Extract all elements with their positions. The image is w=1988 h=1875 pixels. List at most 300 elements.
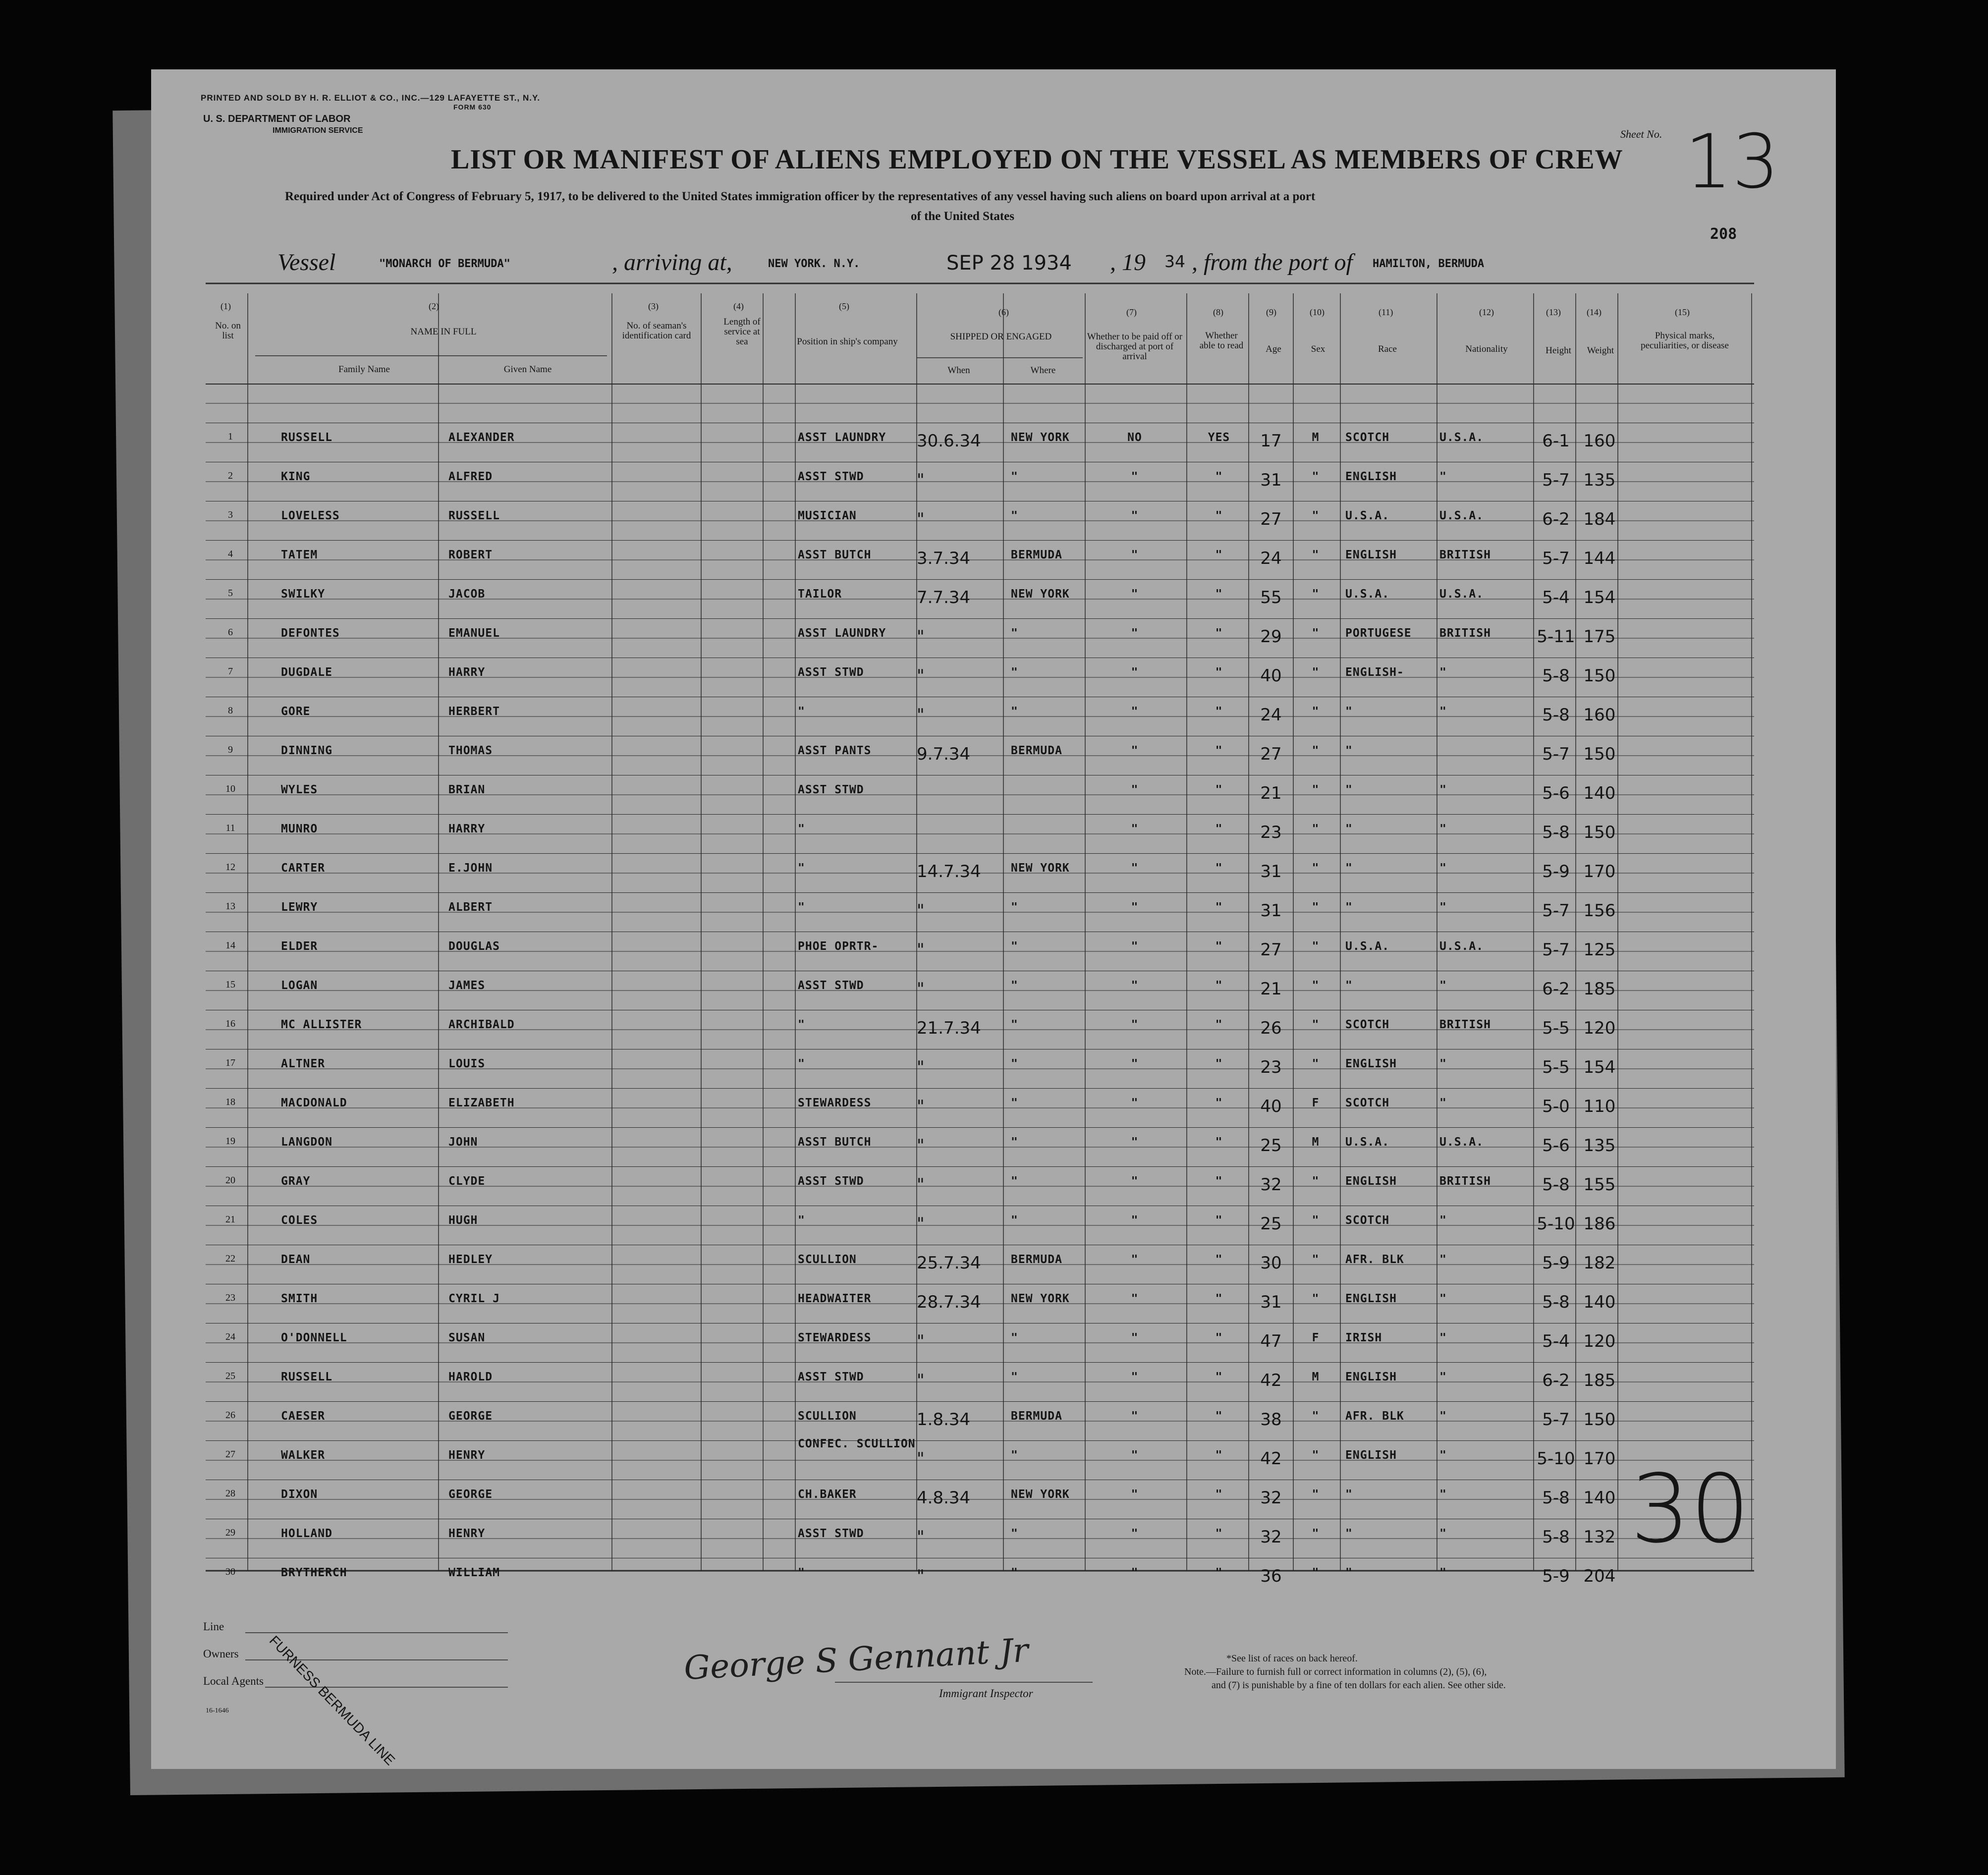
cell-position: ASST LAUNDRY xyxy=(798,627,886,640)
cell-age: 27 xyxy=(1260,940,1282,960)
cell-height: 5-8 xyxy=(1542,1292,1570,1312)
cell-where: NEW YORK xyxy=(1011,431,1070,444)
cell-paid: " xyxy=(1131,1371,1139,1383)
cell-race: ENGLISH xyxy=(1345,470,1397,483)
cell-given: ALBERT xyxy=(448,901,493,914)
cell-n: 3 xyxy=(228,509,233,520)
cell-weight: 150 xyxy=(1583,823,1616,842)
col4-header: Length of service at sea xyxy=(723,317,761,347)
cell-read: " xyxy=(1215,1057,1223,1070)
cell-family: RUSSELL xyxy=(281,1371,332,1383)
cell-when: " xyxy=(917,1371,925,1390)
cell-age: 27 xyxy=(1260,744,1282,764)
cell-n: 15 xyxy=(225,979,235,990)
cell-given: HENRY xyxy=(448,1527,486,1540)
cell-nat: BRITISH xyxy=(1439,1018,1491,1031)
cell-n: 26 xyxy=(225,1410,235,1421)
cell-sex: " xyxy=(1312,1292,1320,1305)
cell-race: " xyxy=(1345,783,1353,796)
cell-paid: " xyxy=(1131,1292,1139,1305)
cell-paid: " xyxy=(1131,1410,1139,1423)
col12-number: (12) xyxy=(1479,307,1494,317)
cell-race: " xyxy=(1345,823,1353,835)
cell-where: " xyxy=(1011,1331,1018,1344)
cell-weight: 175 xyxy=(1583,627,1616,647)
cell-family: RUSSELL xyxy=(281,431,332,444)
cell-given: ELIZABETH xyxy=(448,1097,515,1109)
cell-paid: " xyxy=(1131,1057,1139,1070)
cell-height: 5-5 xyxy=(1542,1018,1570,1038)
cell-age: 24 xyxy=(1260,705,1282,725)
col1-header: No. on list xyxy=(215,321,241,341)
cell-given: JOHN xyxy=(448,1136,478,1149)
cell-n: 10 xyxy=(225,783,235,794)
cell-nat: " xyxy=(1439,1331,1447,1344)
cell-age: 27 xyxy=(1260,509,1282,529)
cell-family: MC ALLISTER xyxy=(281,1018,362,1031)
cell-family: O'DONNELL xyxy=(281,1331,347,1344)
cell-paid: " xyxy=(1131,1449,1139,1462)
cell-where: " xyxy=(1011,1214,1018,1227)
sheet-number: 13 xyxy=(1685,119,1779,205)
cell-paid: " xyxy=(1131,823,1139,835)
col9-header: Age xyxy=(1266,344,1281,354)
cell-where: " xyxy=(1011,1057,1018,1070)
arriving-label: , arriving at, xyxy=(612,249,732,276)
cell-age: 32 xyxy=(1260,1175,1282,1195)
cell-sex: " xyxy=(1312,509,1320,522)
cell-given: HEDLEY xyxy=(448,1253,493,1266)
cell-position: ASST STWD xyxy=(798,666,864,679)
cell-where: NEW YORK xyxy=(1011,862,1070,875)
cell-paid: " xyxy=(1131,1097,1139,1109)
cell-age: 42 xyxy=(1260,1371,1282,1390)
cell-nat: U.S.A. xyxy=(1439,431,1484,444)
owners-label: Owners xyxy=(203,1648,239,1660)
cell-race: IRISH xyxy=(1345,1331,1382,1344)
cell-given: GEORGE xyxy=(448,1410,493,1423)
cell-paid: " xyxy=(1131,705,1139,718)
cell-given: ARCHIBALD xyxy=(448,1018,515,1031)
cell-when: " xyxy=(917,1449,925,1469)
cell-given: SUSAN xyxy=(448,1331,486,1344)
service-line: IMMIGRATION SERVICE xyxy=(273,126,363,135)
subtitle-line-2: of the United States xyxy=(911,210,1015,223)
cell-paid: " xyxy=(1131,1253,1139,1266)
cell-height: 5-8 xyxy=(1542,1527,1570,1547)
cell-sex: " xyxy=(1312,979,1320,992)
cell-sex: F xyxy=(1312,1097,1320,1109)
cell-when: " xyxy=(917,1175,925,1195)
cell-paid: " xyxy=(1131,744,1139,757)
cell-height: 5-9 xyxy=(1542,862,1570,882)
manifest-page xyxy=(151,69,1836,1769)
cell-nat: " xyxy=(1439,1214,1447,1227)
col7-number: (7) xyxy=(1126,307,1137,317)
cell-when: " xyxy=(917,470,925,490)
col6-header: SHIPPED OR ENGAGED xyxy=(950,331,1052,342)
cell-when: 7.7.34 xyxy=(917,588,971,607)
cell-given: EMANUEL xyxy=(448,627,500,640)
cell-where: BERMUDA xyxy=(1011,1410,1062,1423)
cell-position: HEADWAITER xyxy=(798,1292,872,1305)
cell-read: " xyxy=(1215,862,1223,875)
cell-height: 5-5 xyxy=(1542,1057,1570,1077)
cell-paid: NO xyxy=(1127,431,1142,444)
cell-when: 25.7.34 xyxy=(917,1253,981,1273)
cell-where: BERMUDA xyxy=(1011,549,1062,561)
cell-when: " xyxy=(917,940,925,960)
cell-position: ASST STWD xyxy=(798,470,864,483)
cell-read: YES xyxy=(1208,431,1230,444)
cell-paid: " xyxy=(1131,666,1139,679)
cell-nat: " xyxy=(1439,823,1447,835)
cell-where: " xyxy=(1011,979,1018,992)
cell-sex: " xyxy=(1312,470,1320,483)
cell-weight: 140 xyxy=(1583,783,1616,803)
cell-read: " xyxy=(1215,470,1223,483)
cell-weight: 140 xyxy=(1583,1488,1616,1508)
cell-race: " xyxy=(1345,744,1353,757)
cell-n: 13 xyxy=(225,901,235,912)
cell-n: 21 xyxy=(225,1214,235,1225)
cell-family: DIXON xyxy=(281,1488,318,1501)
cell-family: HOLLAND xyxy=(281,1527,332,1540)
cell-where: " xyxy=(1011,666,1018,679)
vessel-name: "MONARCH OF BERMUDA" xyxy=(379,258,510,270)
cell-position: " xyxy=(798,823,805,835)
cell-where: " xyxy=(1011,1566,1018,1579)
col12-header: Nationality xyxy=(1465,344,1508,354)
col6-when-header: When xyxy=(947,365,970,376)
cell-read: " xyxy=(1215,1136,1223,1149)
cell-nat: U.S.A. xyxy=(1439,588,1484,601)
cell-race: ENGLISH xyxy=(1345,1175,1397,1188)
cell-weight: 204 xyxy=(1583,1566,1616,1586)
cell-where: " xyxy=(1011,940,1018,953)
cell-race: " xyxy=(1345,862,1353,875)
cell-sex: " xyxy=(1312,627,1320,640)
cell-height: 6-2 xyxy=(1542,509,1570,529)
cell-position: ASST BUTCH xyxy=(798,1136,872,1149)
form-number: FORM 630 xyxy=(453,103,492,111)
cell-n: 14 xyxy=(225,940,235,951)
cell-nat: " xyxy=(1439,1371,1447,1383)
cell-when: " xyxy=(917,1136,925,1156)
cell-race: " xyxy=(1345,901,1353,914)
cell-paid: " xyxy=(1131,862,1139,875)
cell-age: 40 xyxy=(1260,666,1282,686)
cell-when: 9.7.34 xyxy=(917,744,971,764)
cell-when: " xyxy=(917,509,925,529)
cell-where: " xyxy=(1011,1175,1018,1188)
cell-where: " xyxy=(1011,470,1018,483)
cell-age: 40 xyxy=(1260,1097,1282,1116)
date-stamp: SEP 28 1934 xyxy=(946,252,1072,275)
races-note: *See list of races on back hereof. xyxy=(1226,1653,1358,1664)
cell-race: " xyxy=(1345,1566,1353,1579)
cell-position: SCULLION xyxy=(798,1253,857,1266)
handwritten-total: 30 xyxy=(1630,1454,1750,1564)
cell-read: " xyxy=(1215,627,1223,640)
cell-read: " xyxy=(1215,1292,1223,1305)
cell-n: 16 xyxy=(225,1018,235,1029)
cell-paid: " xyxy=(1131,1136,1139,1149)
cell-family: LOGAN xyxy=(281,979,318,992)
cell-given: LOUIS xyxy=(448,1057,486,1070)
cell-weight: 144 xyxy=(1583,549,1616,568)
cell-nat: U.S.A. xyxy=(1439,509,1484,522)
cell-read: " xyxy=(1215,1097,1223,1109)
cell-paid: " xyxy=(1131,940,1139,953)
col2-family-header: Family Name xyxy=(338,364,390,375)
cell-where: " xyxy=(1011,1097,1018,1109)
cell-given: CLYDE xyxy=(448,1175,486,1188)
col8-number: (8) xyxy=(1213,307,1223,317)
cell-given: HUGH xyxy=(448,1214,478,1227)
cell-n: 7 xyxy=(228,666,233,677)
col11-number: (11) xyxy=(1379,307,1393,317)
cell-race: " xyxy=(1345,979,1353,992)
cell-nat: " xyxy=(1439,1253,1447,1266)
cell-position: SCULLION xyxy=(798,1410,857,1423)
cell-height: 5-7 xyxy=(1542,940,1570,960)
cell-sex: " xyxy=(1312,1449,1320,1462)
cell-n: 9 xyxy=(228,744,233,755)
cell-weight: 150 xyxy=(1583,1410,1616,1430)
cell-paid: " xyxy=(1131,549,1139,561)
cell-weight: 150 xyxy=(1583,744,1616,764)
col11-header: Race xyxy=(1378,344,1397,354)
cell-height: 5-8 xyxy=(1542,823,1570,842)
cell-age: 31 xyxy=(1260,862,1282,882)
cell-nat: " xyxy=(1439,979,1447,992)
cell-n: 23 xyxy=(225,1292,235,1303)
cell-race: " xyxy=(1345,1527,1353,1540)
cell-nat: " xyxy=(1439,1057,1447,1070)
cell-age: 30 xyxy=(1260,1253,1282,1273)
cell-when: " xyxy=(917,1214,925,1234)
cell-race: PORTUGESE xyxy=(1345,627,1412,640)
cell-age: 31 xyxy=(1260,1292,1282,1312)
cell-position: ASST PANTS xyxy=(798,744,872,757)
cell-position: " xyxy=(798,1018,805,1031)
cell-weight: 132 xyxy=(1583,1527,1616,1547)
cell-position: " xyxy=(798,1057,805,1070)
cell-when: " xyxy=(917,1527,925,1547)
cell-read: " xyxy=(1215,509,1223,522)
cell-where: " xyxy=(1011,1371,1018,1383)
cell-family: WYLES xyxy=(281,783,318,796)
cell-where: " xyxy=(1011,1018,1018,1031)
cell-weight: 155 xyxy=(1583,1175,1616,1195)
cell-sex: " xyxy=(1312,705,1320,718)
cell-given: WILLIAM xyxy=(448,1566,500,1579)
col10-number: (10) xyxy=(1310,307,1325,317)
cell-nat: BRITISH xyxy=(1439,1175,1491,1188)
cell-given: HERBERT xyxy=(448,705,500,718)
cell-where: " xyxy=(1011,705,1018,718)
cell-weight: 150 xyxy=(1583,666,1616,686)
cell-race: " xyxy=(1345,705,1353,718)
penalty-note-2: and (7) is punishable by a fine of ten dollars for each alien. See other side. xyxy=(1212,1680,1506,1691)
cell-race: SCOTCH xyxy=(1345,431,1390,444)
cell-n: 12 xyxy=(225,862,235,873)
cell-when: " xyxy=(917,1566,925,1586)
cell-n: 11 xyxy=(225,823,235,833)
cell-read: " xyxy=(1215,1175,1223,1188)
cell-weight: 125 xyxy=(1583,940,1616,960)
cell-sex: " xyxy=(1312,1253,1320,1266)
cell-n: 20 xyxy=(225,1175,235,1186)
cell-given: GEORGE xyxy=(448,1488,493,1501)
cell-read: " xyxy=(1215,744,1223,757)
col4-number: (4) xyxy=(733,301,744,311)
cell-when: " xyxy=(917,627,925,647)
cell-read: " xyxy=(1215,549,1223,561)
cell-given: E.JOHN xyxy=(448,862,493,875)
cell-age: 25 xyxy=(1260,1214,1282,1234)
cell-n: 2 xyxy=(228,470,233,481)
cell-position: ASST STWD xyxy=(798,1371,864,1383)
cell-height: 5-7 xyxy=(1542,744,1570,764)
col5-number: (5) xyxy=(839,301,849,311)
year-label: , 19 xyxy=(1110,249,1146,276)
cell-paid: " xyxy=(1131,1566,1139,1579)
cell-read: " xyxy=(1215,979,1223,992)
col9-number: (9) xyxy=(1266,307,1276,317)
form-title: LIST OR MANIFEST OF ALIENS EMPLOYED ON THE VESSEL AS MEMBERS OF CREW xyxy=(451,144,1623,175)
cell-sex: " xyxy=(1312,549,1320,561)
col1-number: (1) xyxy=(221,301,231,311)
cell-where: " xyxy=(1011,901,1018,914)
cell-height: 5-6 xyxy=(1542,783,1570,803)
cell-nat: " xyxy=(1439,901,1447,914)
cell-family: LOVELESS xyxy=(281,509,340,522)
col8-header: Whether able to read xyxy=(1199,331,1244,351)
cell-when: 30.6.34 xyxy=(917,431,981,451)
cell-age: 55 xyxy=(1260,588,1282,607)
cell-sex: " xyxy=(1312,862,1320,875)
cell-weight: 120 xyxy=(1583,1018,1616,1038)
cell-family: TATEM xyxy=(281,549,318,561)
cell-sex: F xyxy=(1312,1331,1320,1344)
cell-family: CAESER xyxy=(281,1410,326,1423)
cell-height: 5-7 xyxy=(1542,1410,1570,1430)
cell-given: CYRIL J xyxy=(448,1292,500,1305)
cell-race: SCOTCH xyxy=(1345,1214,1390,1227)
cell-given: HENRY xyxy=(448,1449,486,1462)
cell-race: " xyxy=(1345,1488,1353,1501)
cell-n: 1 xyxy=(228,431,233,442)
cell-position: ASST LAUNDRY xyxy=(798,431,886,444)
cell-height: 5-10 xyxy=(1537,1449,1575,1469)
cell-position: CONFEC. SCULLION xyxy=(798,1437,916,1450)
cell-n: 30 xyxy=(225,1566,235,1577)
cell-race: ENGLISH xyxy=(1345,1449,1397,1462)
cell-sex: " xyxy=(1312,1488,1320,1501)
cell-age: 24 xyxy=(1260,549,1282,568)
cell-position: " xyxy=(798,1214,805,1227)
cell-race: SCOTCH xyxy=(1345,1097,1390,1109)
local-agents-label: Local Agents xyxy=(203,1675,264,1687)
cell-given: THOMAS xyxy=(448,744,493,757)
cell-family: ALTNER xyxy=(281,1057,326,1070)
cell-sex: " xyxy=(1312,666,1320,679)
form-code: 16-1646 xyxy=(206,1707,229,1714)
cell-given: HARRY xyxy=(448,823,486,835)
cell-height: 6-2 xyxy=(1542,979,1570,999)
line-label: Line xyxy=(203,1620,224,1633)
cell-race: AFR. BLK xyxy=(1345,1410,1404,1423)
cell-paid: " xyxy=(1131,470,1139,483)
cell-family: GORE xyxy=(281,705,311,718)
cell-n: 22 xyxy=(225,1253,235,1264)
cell-weight: 140 xyxy=(1583,1292,1616,1312)
cell-sex: " xyxy=(1312,1410,1320,1423)
cell-paid: " xyxy=(1131,509,1139,522)
cell-when: " xyxy=(917,1057,925,1077)
cell-position: STEWARDESS xyxy=(798,1331,872,1344)
cell-height: 6-1 xyxy=(1542,431,1570,451)
cell-weight: 170 xyxy=(1583,1449,1616,1469)
line-stamp: FURNESS BERMUDA LINE xyxy=(266,1633,398,1768)
cell-weight: 185 xyxy=(1583,1371,1616,1390)
col3-number: (3) xyxy=(648,301,659,311)
cell-position: ASST STWD xyxy=(798,1527,864,1540)
cell-weight: 185 xyxy=(1583,979,1616,999)
cell-given: BRIAN xyxy=(448,783,486,796)
sheet-no-label: Sheet No. xyxy=(1620,128,1662,140)
cell-when: " xyxy=(917,979,925,999)
cell-when: " xyxy=(917,1097,925,1116)
cell-race: U.S.A. xyxy=(1345,588,1390,601)
cell-given: ALEXANDER xyxy=(448,431,515,444)
cell-nat: BRITISH xyxy=(1439,549,1491,561)
cell-read: " xyxy=(1215,1527,1223,1540)
vessel-label: Vessel xyxy=(277,249,336,276)
cell-position: ASST BUTCH xyxy=(798,549,872,561)
col10-header: Sex xyxy=(1311,344,1325,354)
cell-family: GRAY xyxy=(281,1175,311,1188)
cell-age: 47 xyxy=(1260,1331,1282,1351)
cell-race: ENGLISH xyxy=(1345,1371,1397,1383)
cell-where: " xyxy=(1011,627,1018,640)
cell-age: 25 xyxy=(1260,1136,1282,1156)
cell-height: 5-4 xyxy=(1542,588,1570,607)
cell-read: " xyxy=(1215,1449,1223,1462)
cell-weight: 154 xyxy=(1583,1057,1616,1077)
cell-family: DEAN xyxy=(281,1253,311,1266)
cell-when: 3.7.34 xyxy=(917,549,971,568)
cell-given: JAMES xyxy=(448,979,486,992)
col2-header: NAME IN FULL xyxy=(410,327,477,337)
cell-weight: 154 xyxy=(1583,588,1616,607)
cell-height: 5-4 xyxy=(1542,1331,1570,1351)
cell-family: LANGDON xyxy=(281,1136,332,1149)
cell-when: 28.7.34 xyxy=(917,1292,981,1312)
col14-number: (14) xyxy=(1587,307,1601,317)
cell-sex: M xyxy=(1312,1371,1320,1383)
col13-number: (13) xyxy=(1546,307,1561,317)
cell-n: 24 xyxy=(225,1331,235,1342)
cell-read: " xyxy=(1215,1410,1223,1423)
cell-nat: " xyxy=(1439,1097,1447,1109)
cell-family: LEWRY xyxy=(281,901,318,914)
col2-given-header: Given Name xyxy=(503,364,552,375)
cell-nat: " xyxy=(1439,666,1447,679)
cell-read: " xyxy=(1215,666,1223,679)
